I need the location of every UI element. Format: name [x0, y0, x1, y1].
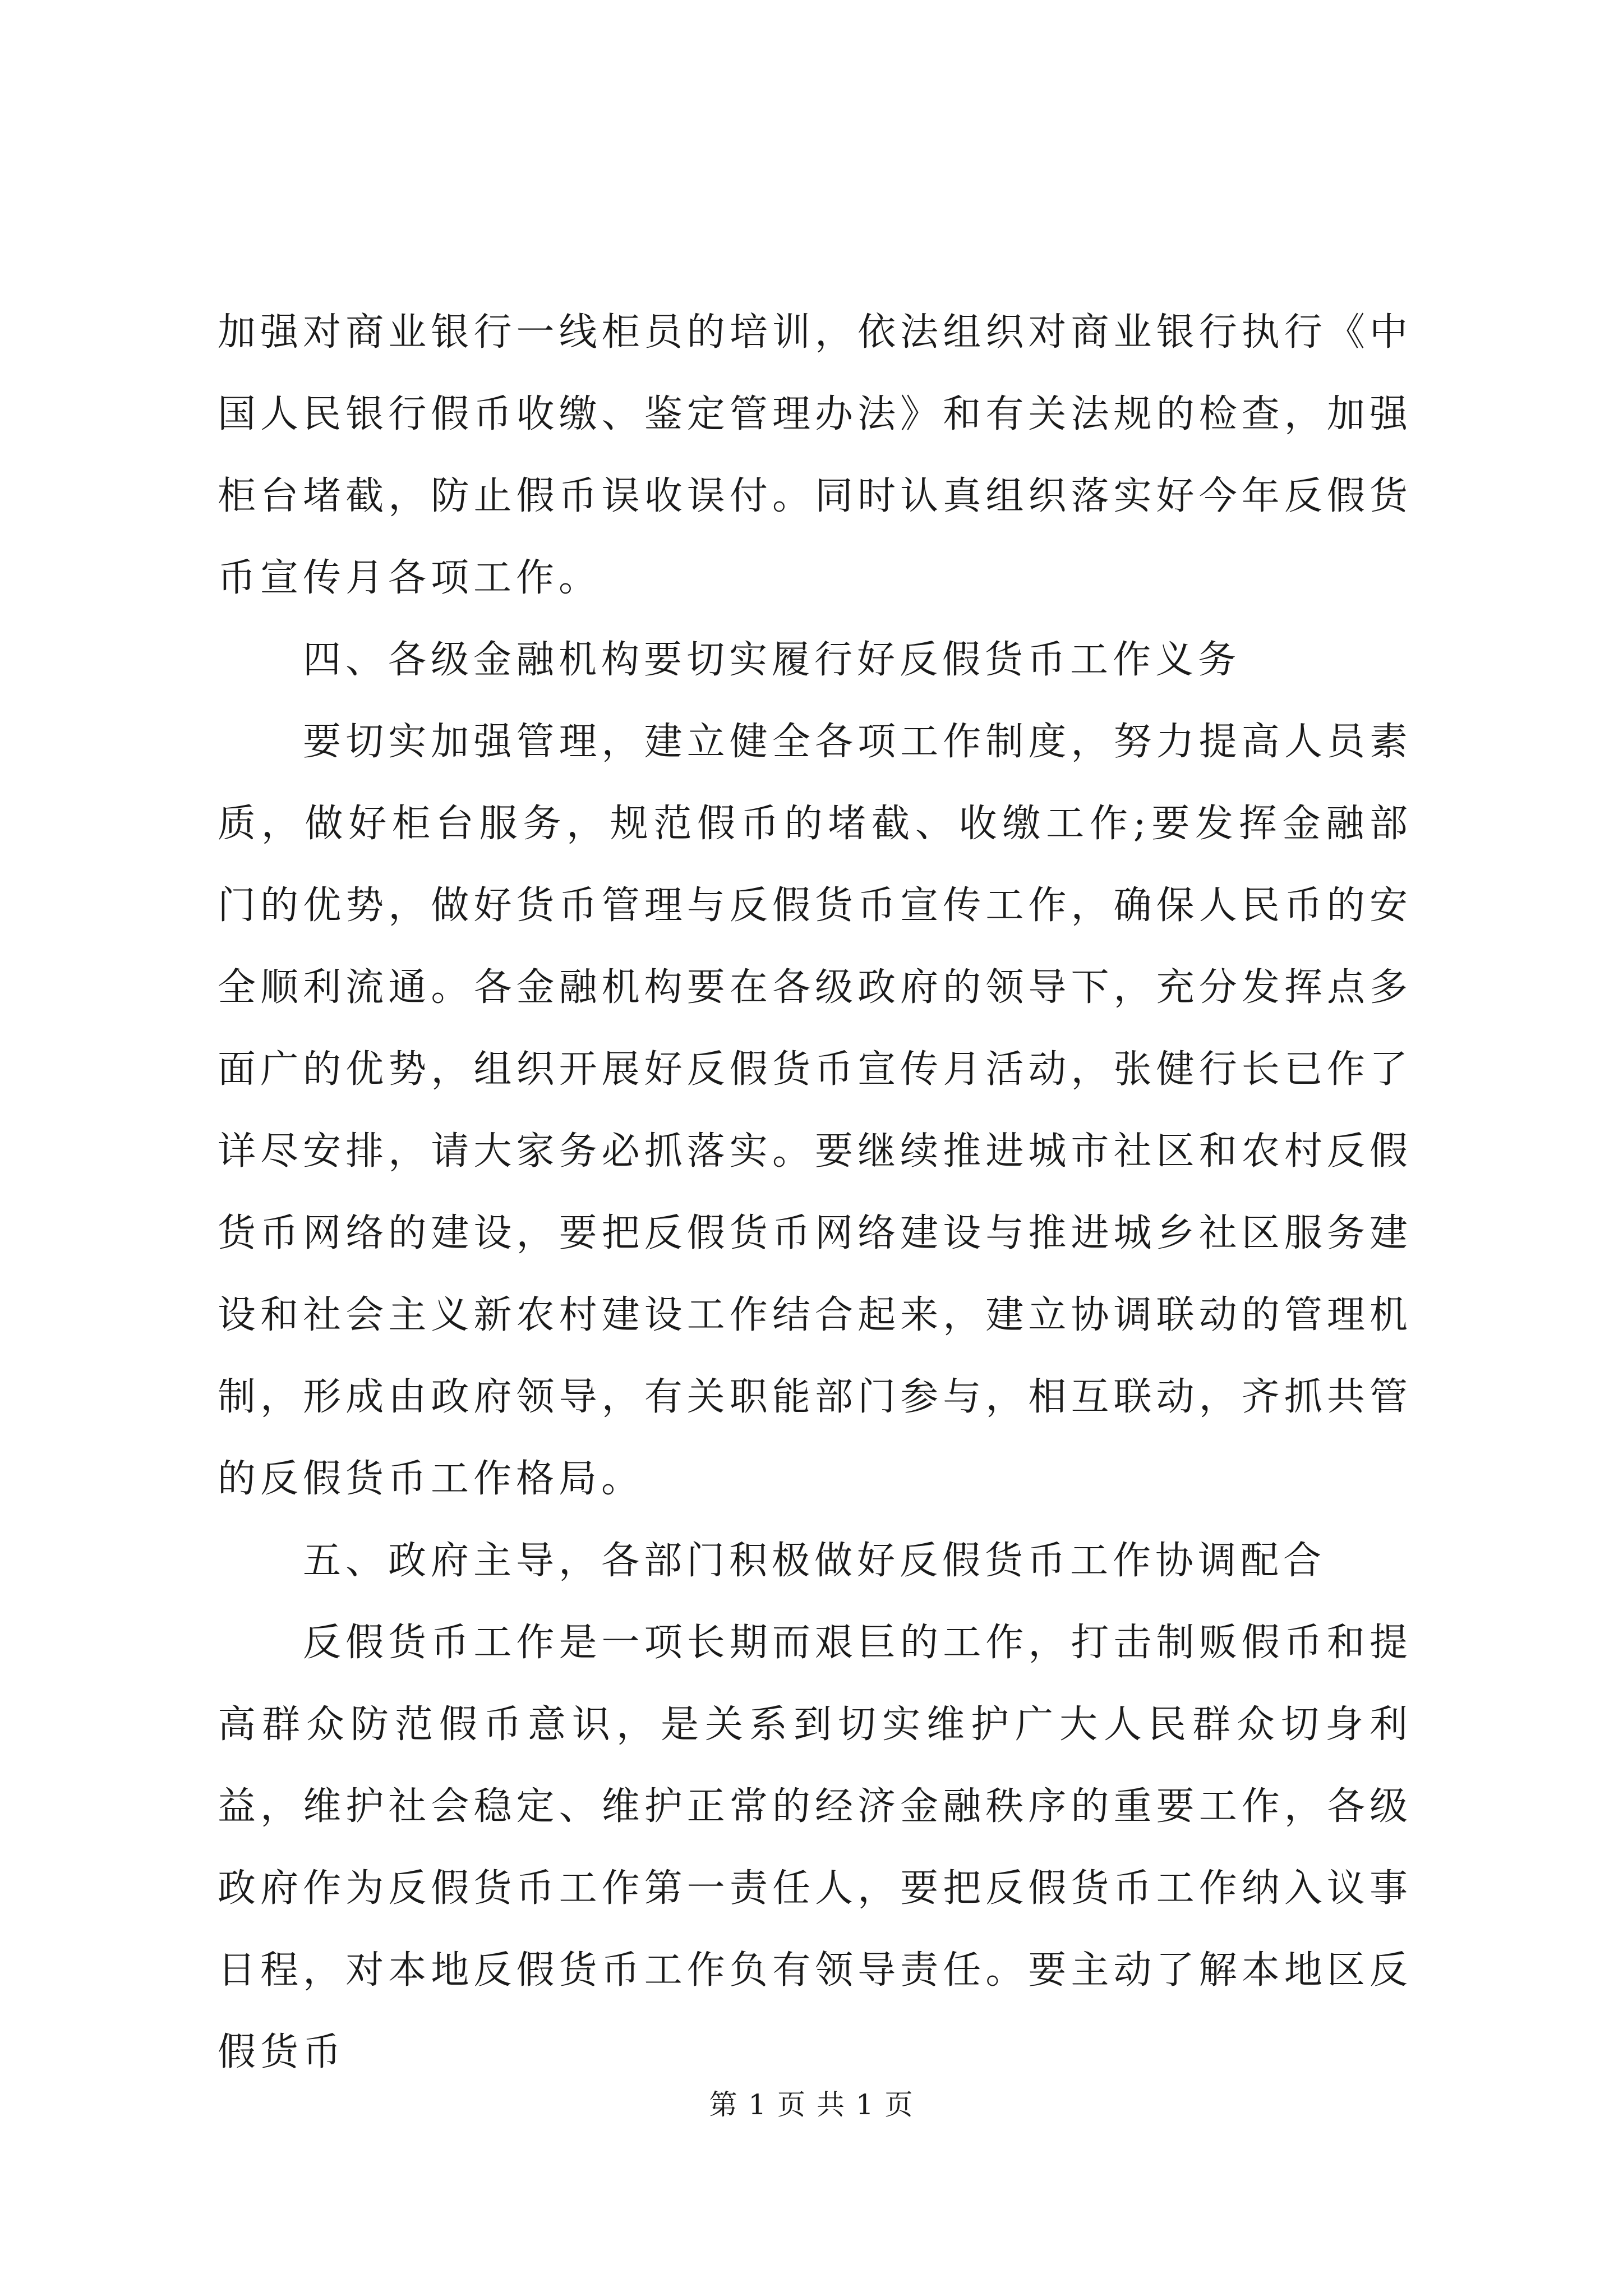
document-body — [218, 292, 1412, 2093]
section-heading-four: 四、各级金融机构要切实履行好反假货币工作义务 — [303, 638, 1241, 682]
paragraph-financial-institutions: 要切实加强管理，建立健全各项工作制度，努力提高人员素质，做好柜台服务，规范假币的堵截、收缴工作;要发挥金融部门的优势，做好货币管理与反假货币宣传工作，确保人民币的安全顺利流通。各金融机构要在各级政府的领导下，充分发挥点多面广的优势，组织开展好反假货币宣传月活动，张健行长已作了详尽安排，请大家务必抓落实。要继续推进城市社区和农村反假货币网络的建设，要把反假货币网络建设与推进城乡社区服务建设和社会主义新农村建设工作结合起来，建立协调联动的管理机制，形成由政府领导，有关职能部门参与，相互联动，齐抓共管的反假货币工作格局。 — [218, 720, 1412, 1501]
paragraph-government-led: 反假货币工作是一项长期而艰巨的工作，打击制贩假币和提高群众防范假币意识，是关系到切实维护广大人民群众切身利益，维护社会稳定、维护正常的经济金融秩序的重要工作，各级政府作为反假货币工作第一责任人，要把反假货币工作纳入议事日程，对本地反假货币工作负有领导责任。要主动了解本地区反假货币 — [218, 1621, 1412, 2074]
page-footer: 第 1 页 共 1 页 — [709, 2088, 914, 2121]
paragraph-continuation: 加强对商业银行一线柜员的培训，依法组织对商业银行执行《中国人民银行假币收缴、鉴定管理办法》和有关法规的检查，加强柜台堵截，防止假币误收误付。同时认真组织落实好今年反假货币宣传月各项工作。 — [218, 310, 1412, 600]
section-heading-five: 五、政府主导，各部门积极做好反假货币工作协调配合 — [303, 1539, 1326, 1583]
